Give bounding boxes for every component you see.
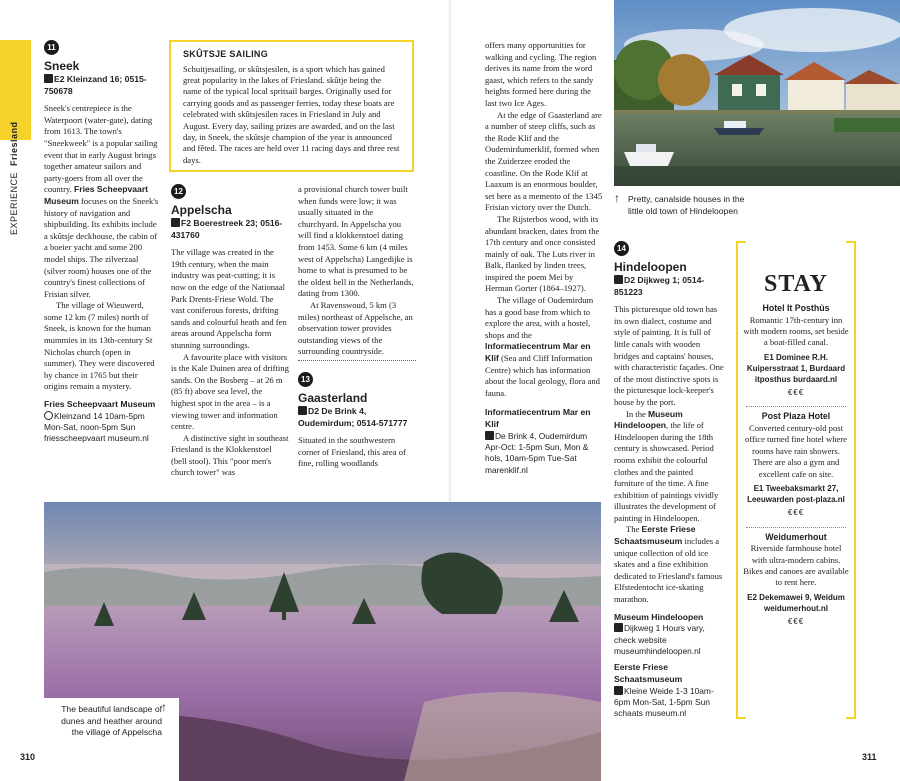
sight-info: F2 Boerestreek 23; 0516-431760 bbox=[171, 218, 283, 240]
arrow-up-icon: ↑ bbox=[161, 700, 167, 714]
map-icon bbox=[485, 431, 494, 440]
map-icon bbox=[614, 275, 623, 284]
hotel-desc: Riverside farmhouse hotel with ultra-modern cabins. Bikes and canoes are available to rent here. bbox=[743, 543, 849, 588]
box-title: SKÛTSJE SAILING bbox=[183, 49, 269, 59]
box-text: Schuitjesailing, or skûtsjesilen, is a sport which has gained great popularity in the lakes of Friesland. skûtje being the name of the typical local spritsail barges. Originally used for carrying goods and as passenger ferries, today these boats are celebrated with skûtsjesilen races in Friesland in July and August. Every day, sailing prizes are awarded, and on the last day, in Sneek, the skûtsje champion of the year is announced and fêted. The races are held over 11 racing days and three rest days. bbox=[183, 63, 400, 165]
map-icon bbox=[614, 686, 623, 695]
museum-link-text: Fries Scheepvaart Museum bbox=[44, 184, 149, 206]
sight-number: 11 bbox=[44, 40, 59, 55]
museum-name: Museum Hindeloopen bbox=[614, 611, 704, 622]
map-icon bbox=[298, 406, 307, 415]
map-icon bbox=[614, 623, 623, 632]
clock-icon bbox=[44, 411, 53, 420]
stay-title: STAY bbox=[763, 271, 829, 297]
gaasterland-continued bbox=[485, 40, 603, 476]
divider bbox=[298, 360, 416, 361]
info-centre-details: De Brink 4, Oudemirdum Apr-Oct: 1-5pm Sun, Mon & hols, 10am-5pm Tue-Sat marenklif.nl bbox=[485, 430, 589, 475]
sight-body: The village was created in the 19th century, when the main industry was peat-cutting; it is now on the edge of the Nationaal Park Drents-Friese Wold. The vast coniferous forests, drifting sands and colourful heath and fen areas around Appelscha form stunning surroundings. A favourite place with visitors is the Kale Duinen area of drifting sands. On the Bosberg – at 26 m (85 ft) above sea level, the highest spot in the area – is a viewing tower and information centre. A distinctive sight in southeast Friesland is the Klokkenstoel (bell stool). This "poor men's church tower" was bbox=[171, 247, 289, 478]
divider bbox=[746, 406, 846, 407]
skutsje-sailing-box bbox=[169, 40, 414, 172]
appelscha-heather-photo bbox=[44, 502, 601, 781]
section-side-label bbox=[9, 121, 21, 235]
sight-number: 12 bbox=[171, 184, 186, 199]
photo-caption: Pretty, canalside houses in the little old town of Hindeloopen bbox=[628, 194, 745, 216]
region-label: Friesland bbox=[9, 121, 19, 166]
arrow-up-icon: ↑ bbox=[614, 191, 620, 205]
hindeloopen-section bbox=[614, 241, 724, 720]
page-number-left: 310 bbox=[20, 752, 36, 762]
museum-info: Kleine Weide 1-3 10am-6pm Mon-Sat, 1-5pm Sun schaats museum.nl bbox=[614, 685, 714, 719]
sight-info: E2 Kleinzand 16; 0515-750678 bbox=[44, 74, 147, 96]
appelscha-section bbox=[171, 184, 289, 479]
hotel-entry bbox=[742, 411, 850, 518]
museum-info: Dijkweg 1 Hours vary, check website museumhindeloopen.nl bbox=[614, 623, 705, 657]
info-centre-name: Informatiecentrum Mar en Klif bbox=[485, 407, 591, 429]
museum-info: Kleinzand 14 10am-5pm Mon-Sat, noon-5pm Sun friesscheepvaart museum.nl bbox=[44, 410, 149, 444]
museum-name: Eerste Friese Schaatsmuseum bbox=[614, 662, 683, 685]
page-number-right: 311 bbox=[862, 752, 877, 762]
hindeloopen-photo bbox=[614, 0, 900, 186]
stay-box bbox=[736, 241, 856, 719]
sight-body: Sneek's centrepiece is the Waterpoort (water-gate), dating from 1613. The town's "Sneekweek" is a popular sailing event that in early August brings together amateur sailors and party-goers from all over the country. Fries Scheepvaart Museum focuses on the Sneek's history of navigation and shipbuilding. Its exhibits include a skûtsje deckhouse, the cabin of a boeier yacht and some 200 model ships. The zilverzaal (silver room) houses one of the country's finest collections of Frisian silver. The village of Wieuwerd, some 12 km (7 miles) north of Sneek, is known for the human mummies in its 13th-century St Nicholas church (open in summer). They were discovered by chance in 1765 but their origins remain a mystery. bbox=[44, 103, 159, 392]
appelscha-continued: a provisional church tower built when funds were low; it was usually situated in the churchyard. In Appelscha you will find a klokkenstoel dating from 1453. Some 6 km (4 miles west of Appelscha) Langedijke is home to what is presumed to be the oldest bell in the Netherlands, dating from 1300. At Ravenswoud, 5 km (3 miles) northeast of Appelsche, an observation tower provides outstanding views of the surrounding countryside. bbox=[298, 184, 414, 357]
photo-caption: The beautiful landscape of dunes and heather around the village of Appelscha bbox=[61, 704, 162, 738]
sight-title: Hindeloopen bbox=[614, 260, 687, 274]
gaasterland-section bbox=[298, 372, 416, 470]
divider bbox=[746, 527, 846, 528]
sight-number: 13 bbox=[298, 372, 313, 387]
sight-body: Situated in the southwestern corner of Friesland, this area of fine, rolling woodlands bbox=[298, 435, 406, 469]
museum-name: Fries Scheepvaart Museum bbox=[44, 399, 156, 410]
hotel-price: €€€ bbox=[787, 616, 805, 626]
hotel-name: Hotel It Posthûs bbox=[762, 303, 830, 313]
experience-label: EXPERIENCE bbox=[9, 171, 19, 235]
map-icon bbox=[171, 218, 180, 227]
hotel-desc: Romantic 17th-century inn with modern rooms, set beside a boat-filled canal. bbox=[743, 314, 849, 348]
hotel-address: E1 Tweebaksmarkt 27, Leeuwarden post-plaza.nl bbox=[747, 484, 845, 505]
hotel-name: Post Plaza Hotel bbox=[761, 411, 831, 422]
sight-title: Appelscha bbox=[171, 203, 232, 217]
sight-title: Gaasterland bbox=[298, 391, 368, 405]
hotel-price: €€€ bbox=[787, 387, 805, 397]
sneek-section bbox=[44, 40, 162, 445]
hotel-entry bbox=[742, 532, 850, 628]
hotel-entry bbox=[742, 303, 850, 398]
sight-body: offers many opportunities for walking and cycling. The region derives its name from the word gaast, which refers to the sandy heights formed here during the last two Ice Ages. At the edge of Gaasterland are a number of steep cliffs, such as the Rode Klif and the Oudemirdumerklif, formed when the Zuiderzee eroded the coastline. On the Rode Klif at Laaxum is an enormous boulder, set here as a memento of the 1345 Frisian victory over the Dutch. The Rijsterbos wood, with its abundant bracken, dates from the 17th century and once consisted mainly of oak. The Luts river in Balk, flanked by linden trees, inspired the poem Mei by Herman Gorter (1864–1927). The village of Oudemirdum has a good base from which to explore the area, with a hostel, shops and the Informatiecentrum Mar en Klif (Sea and Cliff Information Centre) which has information about the local geology, flora and fauna. bbox=[485, 40, 603, 398]
sight-title: Sneek bbox=[44, 59, 80, 73]
sight-info: D2 Dijkweg 1; 0514-851223 bbox=[614, 275, 705, 297]
hotel-desc: Converted century-old post office turned fine hotel where rooms have rain showers. There are also a gym and excellent cafe on site. bbox=[745, 423, 847, 479]
hotel-name: Weidumerhout bbox=[765, 531, 827, 542]
hotel-price: €€€ bbox=[787, 508, 805, 518]
sight-number: 14 bbox=[614, 241, 629, 256]
map-icon bbox=[44, 74, 53, 83]
hotel-address: E1 Dominee R.H. Kuipersstraat 1, Burdaard itposthus burdaard.nl bbox=[746, 352, 846, 384]
sight-info: D2 De Brink 4, Oudemirdum; 0514-571777 bbox=[298, 406, 408, 428]
sight-body: This picturesque old town has its own dialect, costume and style of painting. It is full of little canals with wooden bridges and captains' houses, with characteristic façades. One of the most distinctive spots is the picturesque lock-keeper's house by the port. In the Museum Hindeloopen, the life of Hindeloopen during the 18th century is showcased. Period rooms exhibit the colourful clothes and the painted furniture of the time. A fine exhibition of paintings vividly illustrates the development of painting in Hindeloopen. The Eerste Friese Schaatsmuseum includes a unique collection of old ice skates and a fine exhibition dedicated to Friesland's famous Elfstedentocht ice-skating marathon. bbox=[614, 304, 724, 605]
hotel-address: E2 Dekemawei 9, Weidum weidumerhout.nl bbox=[747, 592, 845, 613]
